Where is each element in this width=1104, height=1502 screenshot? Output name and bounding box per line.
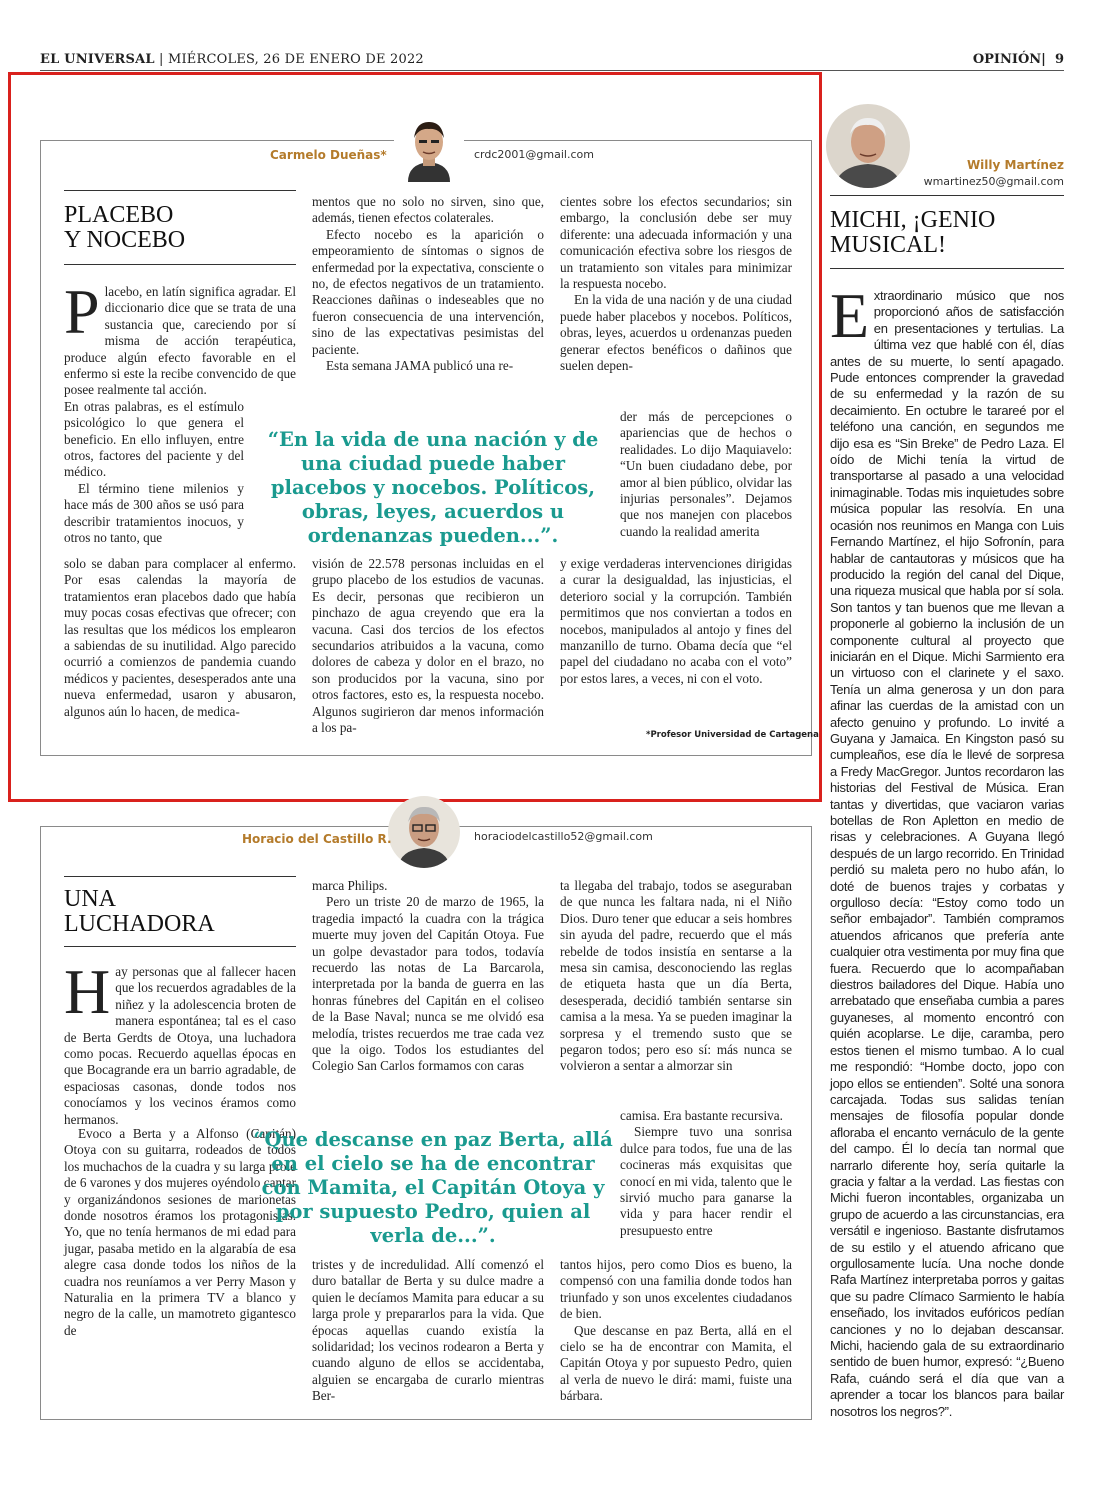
masthead: EL UNIVERSAL | MIÉRCOLES, 26 DE ENERO DE 2022 [40,52,424,67]
portrait-icon [826,104,910,188]
paragraph: marca Philips. [312,878,388,893]
paragraph: xtraordinario músico que nos proporcionó años de satisfacción en presentaciones y tertulias. La última vez que hablé con él, días antes de su muerte, lo sentí apagado. Pude entonces comprender la gravedad de su enfermedad y la razón de su decaimiento. En octubre le tarareé por el teléfono una canción, en segundos me dijo esa es “Sin Breke” de Pedro Laza. El oído de Michi tenía la virtud de transportarse al pasado a una velocidad inimaginable. Todas mis inquietudes sobre música popular las resolvía. En una ocasión nos reunimos en Manga con Luis Fernando Martínez, el hijo Sofronín, para hablar de cantautoras y músicos que ha producido la región del canal del Dique, una riqueza musical que habla por sí sola. Son tantos y tan buenos que me llevan a proponerle al gobierno la inclusión de un componente cultural al proyecto que iniciarán en el Dique. Michi Sarmiento era un virtuoso con el clarinete y el saxo. Tenía un alma generosa y un don para afinar las cuerdas de la amistad con un afecto genuino y profundo. Lo invité a Guyana y Jamaica. En Kingston pasó su cumpleaños, ese día le llevé de sorpresa a Fredy MacGregor. Juntos recordaron las historias del Festival de Música. Eran tantas y divertidas, que vaciaron varias botellas de Ron Apletton en medio de risas y celebraciones. A Guyana llegó después de un largo recorrido. En Trinidad perdió su maleta pero no hubo afán, lo doté de buenos trajes y corbatas y orgulloso decía: “Estoy como todo un señor embajador”. También compramos atuendos africanos que prefería ante cualquier otra vestimenta por muy fina que fuera. Recuerdo que lo acompañaban diestros bailadores del Dique. Había uno arrebatado que enseñaba cumbia a pares guyaneses, al momento encontró con quién acoplarse. Le dije, caramba, pero estos tienen el mismo tumbao. A lo cual me respondió: “Hombe docto, jopo con jopo ellos se entienden”. Solté una sonora carcajada. Todas sus salidas tenían mensajes de filosofía popular donde afloraba el encanto vernáculo de la gente del campo. Él lo decía tan normal que narrarlo diferente hoy, sería quitarle la gracia y faltar a la verdad. Las fiestas con Michi fueron incontables, organizaba un grupo de acuerdo a las circunstancias, era versátil e ingenioso. Bastante disfrutamos de su estilo y el atuendo africano que orgullosamente lucía. Una noche donde Rafa Martínez interpretaba porros y gaitas que su padre Clímaco Sarmiento le había enseñado, los invitados eufóricos pedían canciones y no lo dejaban descansar. Michi, haciendo gala de su extraordinario sentido de buen humor, expresó: “¿Bueno Rafa, cuándo será el día que van a aprender a tocar los blancos para bailar nosotros los negros?”. [830,288,1064,1419]
col-2-top [312,878,544,1075]
section-name: OPINIÓN [972,52,1042,67]
title-line-1: UNA [64,886,116,912]
highlight-frame [8,72,822,802]
author-photo-martinez [826,104,910,188]
paragraph: cientes sobre los efectos secundarios; sin embargo, la conclusión debe ser muy diferente: una adecuada información y una comunicación efectiva sobre los riesgos de un tratamiento son vitales para minimizar la respuesta nocebo. [560,194,792,292]
pull-quote: “Que descanse en paz Berta, allá en el cielo se ha de encontrar con Mamita, el Capitán Otoya y por supuesto Pedro, quien al verla de...”. [253,1128,613,1247]
pull-quote: “En la vida de una nación y de una ciudad puede haber placebos y nocebos. Políticos, obras, leyes, acuerdos u ordenanzas pueden...”. [267,428,599,547]
paragraph: lacebo, en latín significa agradar. El diccionario dice que se trata de una sustancia que, careciendo por sí misma de acción terapéutica, produce algún efecto favorable en el enfermo si este la recibe convencido de que posee realmente tal acción. [64,284,296,398]
title-rule-bottom [830,268,1064,269]
paragraph: ay personas que al fallecer hacen que los recuerdos agradables de la niñez y la adolescencia broten de manera espontánea; tal es el caso de Berta Gerdts de Otoya, una luchadora como pocas. Recuerdo aquellas épocas en que Bocagrande era un barrio agradable, de espaciosas casonas, donde todos nos conocíamos y los vecinos éramos como hermanos. [64,964,296,1127]
title-rule-top [830,195,1064,196]
paragraph: mentos que no solo no sirven, sino que, además, tienen efectos colaterales. [312,194,544,226]
section-label: OPINIÓN| 9 [972,52,1064,67]
paragraph: Efecto nocebo es la aparición o empeoramiento de síntomas o signos de enfermedad por la expectativa, consciente o no, de efectos negativos de un tratamiento. Reacciones dañinas o indeseables que no fueron consecuencia de una intervención, sino de las expectativas pesimistas del paciente. [312,226,544,357]
author-email: wmartinez50@gmail.com [923,175,1064,188]
title-line-1: MICHI, ¡GENIO [830,207,996,233]
author-email: horaciodelcastillo52@gmail.com [474,830,653,843]
paper-name: EL UNIVERSAL [40,52,155,67]
paragraph: En la vida de una nación y de una ciudad puede haber placebos y nocebos. Políticos, obras, leyes, acuerdos u ordenanzas pueden generar efectos benéficos o dañinos que suelen depen- [560,292,792,374]
title-rule-bottom [64,946,296,947]
paragraph: der más de percepciones o apariencias que de hechos o realidades. Lo dijo Maquiavelo: “Un buen ciudadano debe, por amor al bien público, olvidar las injurias personales”. Dejamos que nos manejen con placebos cuando la realidad amerita [620,409,792,539]
author-name: Willy Martínez [966,158,1064,172]
paragraph: En otras palabras, es el estímulo psicológico lo que genera el beneficio. En ello influyen, entre otros, factores del paciente y del médico. [64,398,244,480]
author-email: crdc2001@gmail.com [474,148,594,161]
drop-cap: E [830,280,869,351]
paragraph: El término tiene milenios y hace más de 300 años se usó para describir tratamientos inocuos, y otros no tanto, que [64,480,244,546]
col-1-top [64,956,296,1128]
paragraph: y exige verdaderas intervenciones dirigidas a curar la desigualdad, las injusticias, el deterioro social y la corrupción. También permitimos que nos conviertan a todos en nocebos, manipulados al antojo y fines del manzanillo de turno. Obama decía que “el papel del ciudadano no acaba con el voto” por estos lares, a veces, ni con el voto. [560,556,792,686]
title-line-2: MUSICAL! [830,232,947,258]
author-photo-castillo [388,796,460,868]
paragraph: Que descanse en paz Berta, allá en el cielo se ha de encontrar con Mamita, el Capitán Otoya y por supuesto Pedro, quien al verla de nuevo le dirá: mami, fuiste una bárbara. [560,1322,792,1404]
col-3-mid [620,1108,792,1239]
title-rule-top [64,876,296,877]
paragraph: Pero un triste 20 de marzo de 1965, la tragedia impactó la cuadra con la trágica muerte muy joven del Capitán Otoya. Fue un golpe devastador para todos, todavía recuerdo las notas de La Barcarola, interpretada por la banda de guerra en las honras fúnebres del Capitán en el coliseo de la Base Naval; nunca se me olvidó esa melodía, tristes recuerdos me trae cada vez que la oigo. Todos los estudiantes del Colegio San Carlos formamos con caras [312,894,544,1074]
col-3-top [560,878,792,1075]
drop-cap: P [64,276,100,347]
paragraph: solo se daban para complacer al enfermo. Por esas calendas la mayoría de tratamientos eran placebos dado que había muy pocas cosas efectivas que ofrecer; con las resultas que los médicos los emplearon a sabiendas de su inutilidad. Algo parecido ocurrió a comienzos de pandemia cuando médicos y pacientes, desesperados ante una nueva enfermedad, usaron y abusaron, algunos aún lo hacen, de medica- [64,556,296,719]
author-name: Horacio del Castillo R. [242,832,392,846]
col-2-bottom [312,1257,544,1405]
sidebar-body [830,280,1064,1420]
paragraph: tristes y de incredulidad. Allí comenzó el duro batallar de Berta y su dulce madre a quien le decíamos Mamita para educar a su larga prole y prepararlos para la vida. Que épocas aquellas cuando existía la solidaridad; los vecinos rodearon a Berta y cuando alguno de ellos se accidentaba, alguien se encargaba de curarlo mientras Ber- [312,1257,544,1404]
header-rule [40,70,1064,71]
article-title [64,887,296,937]
author-name: Carmelo Dueñas* [270,148,387,162]
paragraph: Siempre tuvo una sonrisa dulce para todos, fue una de las cocineras más exquisitas que conocí en mi vida, talento que le sirvió mucho para ganarse la vida y para hacer rendir el presupuesto entre [620,1124,792,1238]
article-title [830,208,1064,258]
title-line-2: LUCHADORA [64,911,215,937]
author-footnote: *Profesor Universidad de Cartagena. [646,730,823,740]
paragraph: camisa. Era bastante recursiva. [620,1108,783,1123]
paragraph: visión de 22.578 personas incluidas en el grupo placebo de los estudios de vacunas. Es decir, personas que recibieron un pinchazo de agua creyendo que era la vacuna. Casi dos tercios de los efectos secundarios atribuidos a la vacuna, como dolores de cabeza y dolor en el brazo, no son producidos por la vacuna, sino por otros factores, esto es, la respuesta nocebo. Algunos sugirieron dar menos información a los pa- [312,556,544,736]
paragraph: tantos hijos, pero como Dios es bueno, la compensó con una familia donde todos han triunfado y son unos excelentes ciudadanos de bien. [560,1257,792,1322]
paragraph: ta llegaba del trabajo, todos se aseguraban de que nunca les faltara nada, ni el Niño Dios. Duro tener que educar a seis hombres sin ayuda del padre, recuerdo que el más rebelde de todos insistía en sentarse a la mesa sin camisa, desconociendo las reglas de etiqueta hasta que un día Berta, desesperada, decidió también sentarse sin camisa a la mesa. Ya se pueden imaginar la sorpresa y el tremendo susto que se pegaron todos; pero eso sí: más nunca se volvieron a sentar a almorzar sin [560,878,792,1074]
col-3-bottom [560,1257,792,1405]
page-number: 9 [1054,52,1064,67]
portrait-icon [388,796,460,868]
drop-cap: H [64,956,111,1027]
issue-date: MIÉRCOLES, 26 DE ENERO DE 2022 [167,52,424,67]
title-line-1: PLACEBO [64,202,174,228]
paragraph: Evoco a Berta y a Alfonso (Capitán) Otoya con su guitarra, rodeados de todos los muchachos de la cuadra y su larga prole de 6 varones y dos mujeres oyéndolo cantar y organizándonos sesiones de marionetas donde nosotros éramos los protagonistas. Yo, que no tenía hermanos de mi edad para jugar, pasaba metido en la algarabía de esa alegre casa donde todos los niños de la cuadra nos reuníamos a ver Perry Mason y Naturalia en la primera TV a blanco y negro de la calle, un mamotreto gigantesco de [64,1126,296,1338]
paragraph: Esta semana JAMA publicó una re- [326,358,514,374]
title-line-2: Y NOCEBO [64,227,186,253]
